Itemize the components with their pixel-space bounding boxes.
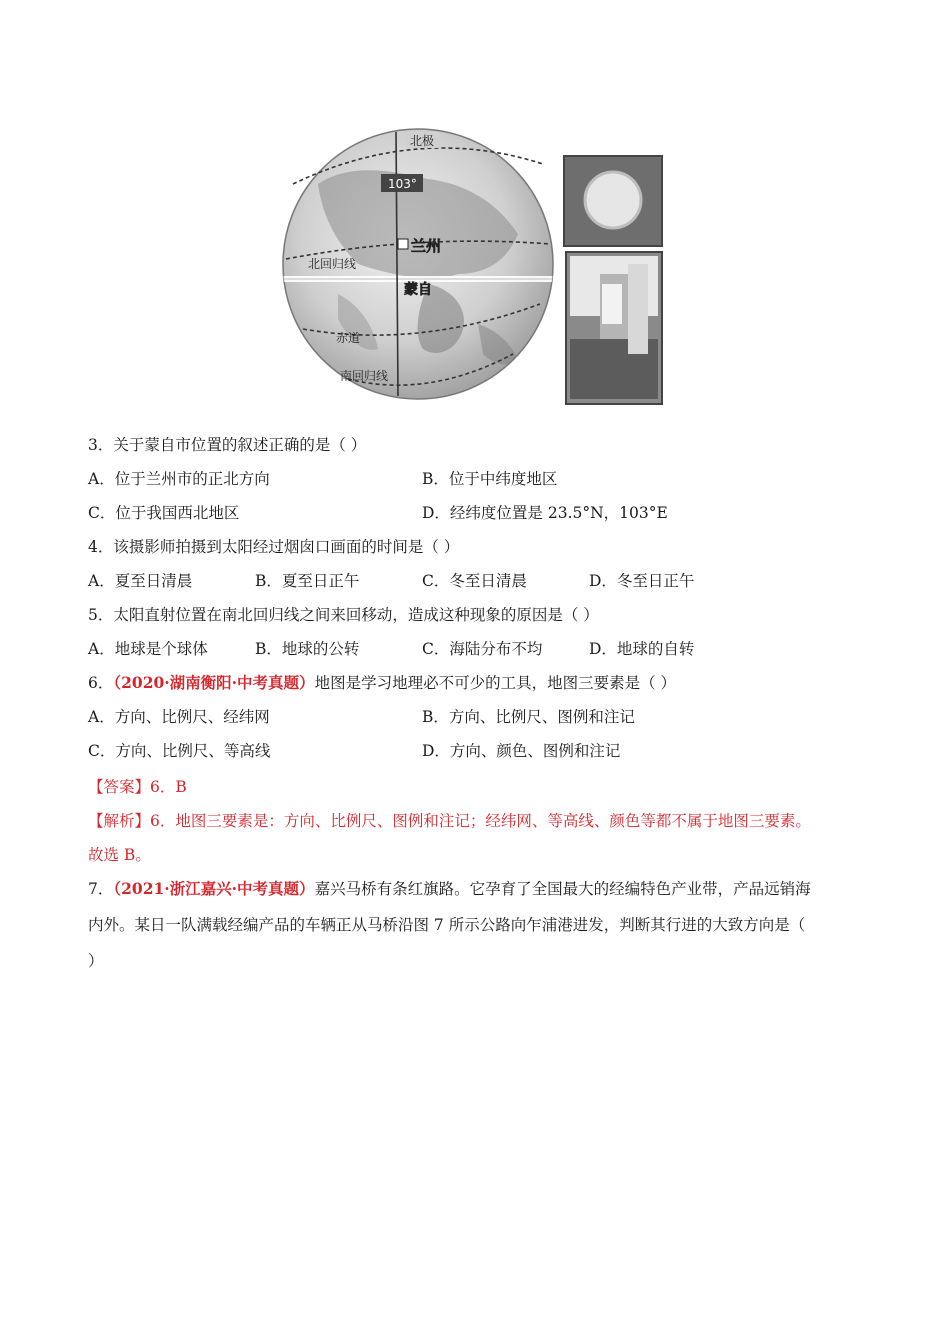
- question-7-stem-line3: ）: [88, 952, 104, 970]
- question-4-option-a[interactable]: A．夏至日清晨: [88, 572, 193, 590]
- question-6-analysis: 【解析】6．地图三要素是：方向、比例尺、图例和注记；经纬网、等高线、颜色等都不属于地图三要素。: [88, 812, 811, 830]
- question-6-option-a[interactable]: A．方向、比例尺、经纬网: [88, 708, 270, 726]
- question-6-option-c[interactable]: C．方向、比例尺、等高线: [88, 742, 271, 760]
- question-7-stem: [88, 879, 811, 899]
- chimney-photo: [566, 252, 662, 404]
- question-3-option-b[interactable]: B．位于中纬度地区: [422, 470, 558, 488]
- question-5-option-b[interactable]: B．地球的公转: [255, 640, 360, 658]
- tropic-of-capricorn-label: 南回归线: [340, 369, 389, 383]
- north-pole-label: 北极: [410, 134, 435, 148]
- question-4-option-c[interactable]: C．冬至日清晨: [422, 572, 527, 590]
- lanzhou-label: 兰州: [411, 237, 442, 255]
- question-4-option-b[interactable]: B．夏至日正午: [255, 572, 360, 590]
- longitude-label: 103°: [388, 177, 417, 191]
- question-7-number: 7．: [88, 880, 114, 898]
- question-6-stem-text: 地图是学习地理必不可少的工具，地图三要素是（ ）: [314, 674, 676, 692]
- question-3-option-c[interactable]: C．位于我国西北地区: [88, 504, 240, 522]
- question-6-stem: [88, 673, 676, 693]
- question-6-source: （2020·湖南衡阳·中考真题）: [113, 673, 315, 692]
- question-3-option-d[interactable]: D．经纬度位置是 23.5°N，103°E: [422, 504, 668, 522]
- globe: [278, 129, 558, 399]
- question-3-option-a[interactable]: A．位于兰州市的正北方向: [88, 470, 270, 488]
- question-5-option-d[interactable]: D．地球的自转: [589, 640, 695, 658]
- question-7-source: （2021·浙江嘉兴·中考真题）: [113, 879, 315, 898]
- question-4-option-d[interactable]: D．冬至日正午: [589, 572, 695, 590]
- question-6-option-d[interactable]: D．方向、颜色、图例和注记: [422, 742, 621, 760]
- question-3-stem: 3．关于蒙自市位置的叙述正确的是（ ）: [88, 436, 367, 454]
- question-7-stem-line2: 内外。某日一队满载经编产品的车辆正从马桥沿图 7 所示公路向乍浦港进发，判断其行进的大致方向是（: [88, 916, 806, 934]
- tropic-of-cancer-label: 北回归线: [308, 257, 357, 271]
- question-5-option-c[interactable]: C．海陆分布不均: [422, 640, 543, 658]
- question-figure: [278, 124, 670, 409]
- question-5-stem: 5．太阳直射位置在南北回归线之间来回移动，造成这种现象的原因是（ ）: [88, 606, 599, 624]
- sun-photo: [564, 156, 662, 246]
- question-4-stem: 4．该摄影师拍摄到太阳经过烟囱口画面的时间是（ ）: [88, 538, 460, 556]
- question-6-number: 6．: [88, 674, 114, 692]
- mengzi-label: 蒙自: [404, 282, 432, 298]
- question-5-option-a[interactable]: A．地球是个球体: [88, 640, 208, 658]
- question-7-stem-text: 嘉兴马桥有条红旗路。它孕育了全国最大的经编特色产业带，产品远销海: [314, 880, 811, 898]
- question-6-analysis-cont: 故选 B。: [88, 846, 151, 864]
- equator-label: 赤道: [336, 331, 361, 345]
- question-6-option-b[interactable]: B．方向、比例尺、图例和注记: [422, 708, 635, 726]
- globe-and-photos-figure: [278, 124, 670, 409]
- question-6-answer: 【答案】6．B: [88, 778, 187, 796]
